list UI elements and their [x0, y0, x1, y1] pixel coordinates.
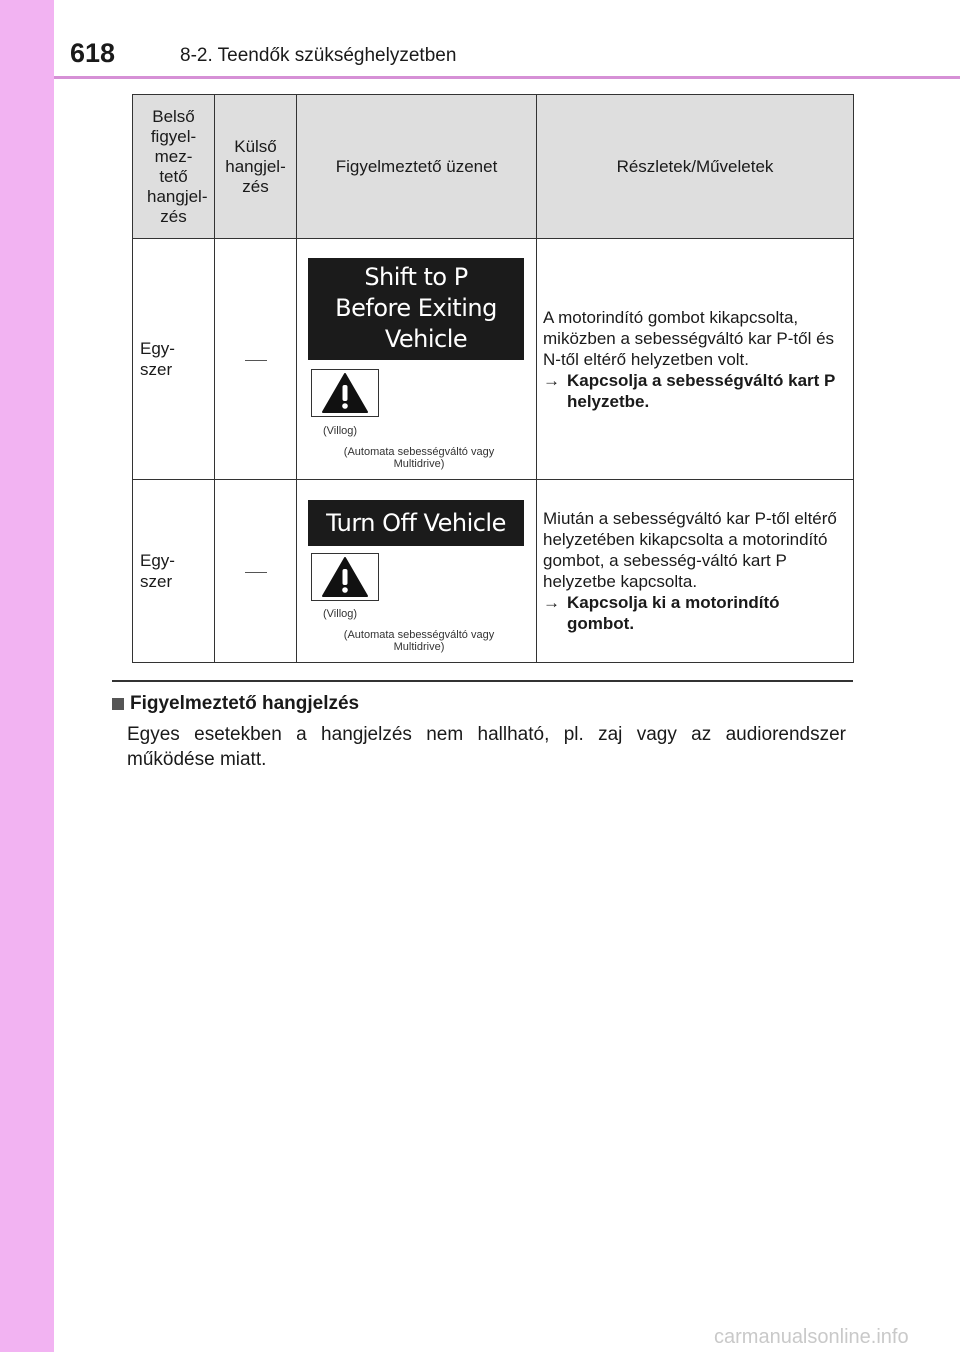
header-warning-message: Figyelmeztető üzenet: [297, 95, 537, 239]
arrow-right-icon: →: [543, 370, 560, 390]
arrow-right-icon: →: [543, 593, 560, 612]
internal-buzzer-value: Egy-szer: [140, 339, 175, 379]
warning-table: [132, 94, 854, 663]
square-bullet-icon: [112, 698, 124, 710]
detail-text: Miután a sebességváltó kar P-től eltérő helyzetében kikapcsolta a motorindító gombot, a sebesség-váltó kart P helyzetbe kapcsolta.: [543, 509, 837, 591]
warning-message-cell: [297, 239, 537, 480]
table-row: [133, 480, 854, 663]
transmission-note: (Automata sebességváltó vagy Multidrive): [343, 629, 495, 653]
external-buzzer-cell: [215, 239, 297, 480]
message-line: Vehicle: [384, 325, 468, 353]
message-line: Shift to P: [364, 263, 468, 291]
action-text: Kapcsolja ki a motorindító gombot.: [567, 593, 780, 633]
table-header-row: [133, 95, 854, 239]
note-heading-text: Figyelmeztető hangjelzés: [130, 693, 360, 714]
action-instruction: [543, 370, 845, 412]
multi-info-display-message: [308, 500, 524, 546]
table-row: [133, 239, 854, 480]
internal-buzzer-cell: [133, 239, 215, 480]
section-title: 8-2. Teendők szükséghelyzetben: [180, 45, 457, 66]
message-line: Before Exiting: [335, 294, 497, 322]
note-body: Egyes esetekben a hangjelzés nem hallható, pl. zaj vagy az audiorendszer működése miatt.: [127, 724, 846, 770]
exclamation-triangle-icon: [311, 553, 379, 601]
details-cell: [537, 239, 854, 480]
external-buzzer-cell: [215, 480, 297, 663]
watermark: carmanualsonline.info: [714, 1326, 909, 1348]
detail-text: A motorindító gombot kikapcsolta, miközben a sebességváltó kar P-től és N-től eltérő helyzetben volt.: [543, 307, 835, 369]
blink-label: (Villog): [323, 425, 358, 437]
header-internal-buzzer: Belső figyel-mez-tető hangjel-zés: [133, 95, 215, 239]
action-instruction: [543, 592, 845, 634]
section-divider: [112, 680, 853, 682]
external-buzzer-none: [245, 360, 267, 361]
external-buzzer-none: [245, 572, 267, 573]
page-number: 618: [70, 38, 116, 68]
header-external-buzzer: Külső hangjel-zés: [215, 95, 297, 239]
header-details: Részletek/Műveletek: [537, 95, 854, 239]
multi-info-display-message: [308, 258, 524, 360]
message-line: Turn Off Vehicle: [326, 509, 506, 537]
internal-buzzer-cell: [133, 480, 215, 663]
exclamation-triangle-icon: [311, 369, 379, 417]
details-cell: [537, 480, 854, 663]
transmission-note: (Automata sebességváltó vagy Multidrive): [343, 446, 495, 470]
note-heading: [112, 693, 359, 715]
action-text: Kapcsolja a sebességváltó kart P helyzetbe.: [567, 370, 836, 411]
side-tab-bar: [0, 0, 54, 1352]
blink-label: (Villog): [323, 608, 358, 620]
warning-message-cell: [297, 480, 537, 663]
internal-buzzer-value: Egy-szer: [140, 551, 175, 591]
header-divider: [54, 76, 960, 79]
